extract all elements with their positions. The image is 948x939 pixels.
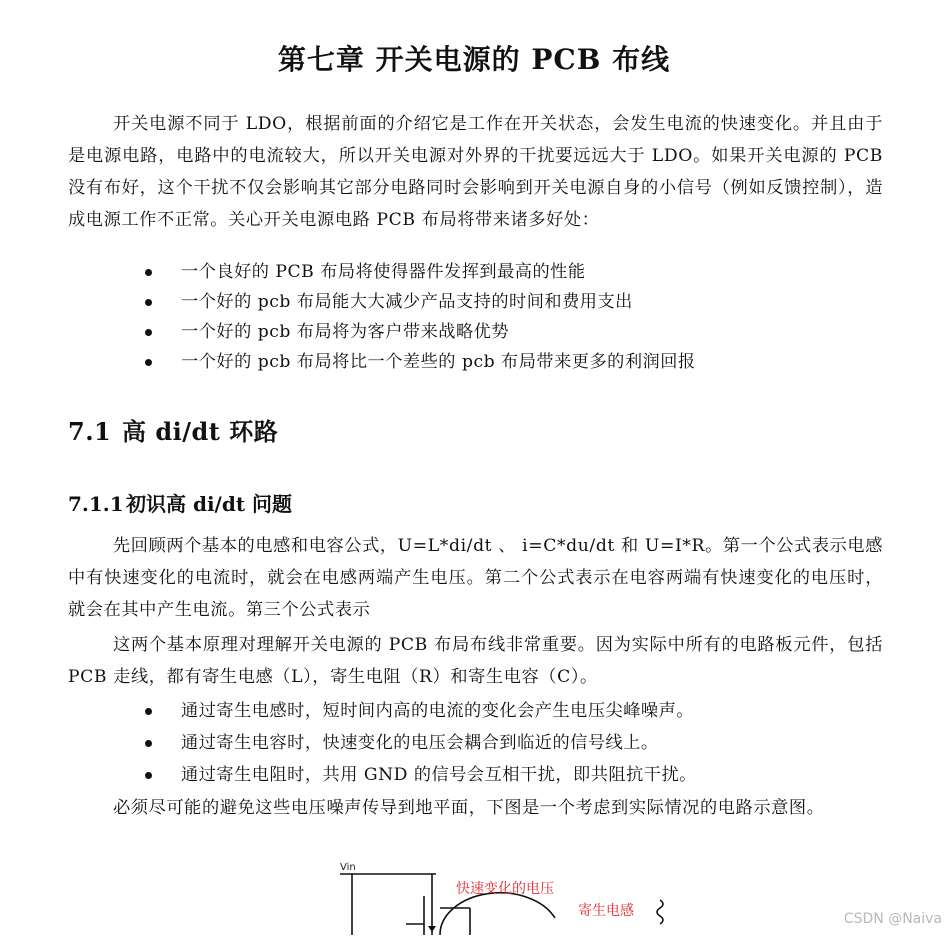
list-item: 通过寄生电阻时，共用 GND 的信号会互相干扰，即共阻抗干扰。 <box>145 759 697 791</box>
csdn-watermark: CSDN @Naiva <box>843 911 942 927</box>
subsection-title: 初识高 di/dt 问题 <box>126 492 293 516</box>
vin-label: Vin <box>340 862 356 873</box>
parasitic-inductor-symbol <box>657 900 663 924</box>
current-loop-arc <box>440 893 555 935</box>
subsection-heading <box>68 488 292 517</box>
bullet-icon <box>145 708 152 715</box>
intro-paragraph: 开关电源不同于 LDO，根据前面的介绍它是工作在开关状态，会发生电流的快速变化。并且由于是电源电路，电路中的电流较大，所以开关电源对外界的干扰要远远大于 LDO。如果开关电源的 PCB 没有布好，这个干扰不仅会影响其它部分电路同时会影响到开关电源自身的小信号（例如反馈控制），造成电源工作不正常。关心开关电源电路 PCB 布局将带来诸多好处： <box>68 114 883 230</box>
list-item: 一个好的 pcb 布局能大大减少产品支持的时间和费用支出 <box>145 287 696 317</box>
bullet-icon <box>145 359 152 366</box>
list-item: 通过寄生电感时，短时间内高的电流的变化会产生电压尖峰噪声。 <box>145 695 697 727</box>
bullet-icon <box>145 740 152 747</box>
benefits-list <box>145 257 696 377</box>
bullet-icon <box>145 299 152 306</box>
parasitic-inductance-label: 寄生电感 <box>578 903 634 919</box>
circuit-figure <box>320 858 680 935</box>
switch-arrow <box>428 926 436 932</box>
section-title: 高 di/dt 环路 <box>122 417 279 446</box>
chapter-title: 第七章 开关电源的 PCB 布线 <box>277 43 671 76</box>
bullet-icon <box>145 269 152 276</box>
subsection-number: 7.1.1 <box>68 492 124 516</box>
section-heading <box>68 412 278 447</box>
noise-paragraph: 必须尽可能的避免这些电压噪声传导到地平面，下图是一个考虑到实际情况的电路示意图。 <box>113 798 825 818</box>
effects-list <box>145 695 697 791</box>
fast-voltage-label: 快速变化的电压 <box>456 881 554 897</box>
section-number: 7.1 <box>68 417 112 446</box>
bullet-icon <box>145 329 152 336</box>
parasitic-paragraph: 这两个基本原理对理解开关电源的 PCB 布局布线非常重要。因为实际中所有的电路板元件，包括 PCB 走线，都有寄生电感（L），寄生电阻（R）和寄生电容（C）。 <box>68 635 883 687</box>
list-item: 一个好的 pcb 布局将为客户带来战略优势 <box>145 317 696 347</box>
bullet-icon <box>145 772 152 779</box>
list-item: 一个良好的 PCB 布局将使得器件发挥到最高的性能 <box>145 257 696 287</box>
formulas-paragraph: 先回顾两个基本的电感和电容公式，U=L*di/dt 、 i=C*du/dt 和 U=I*R。第一个公式表示电感中有快速变化的电流时，就会在电感两端产生电压。第二个公式表示在电容两端有快速变化的电压时，就会在其中产生电流。第三个公式表示 <box>68 536 883 620</box>
list-item: 一个好的 pcb 布局将比一个差些的 pcb 布局带来更多的利润回报 <box>145 347 696 377</box>
list-item: 通过寄生电容时，快速变化的电压会耦合到临近的信号线上。 <box>145 727 697 759</box>
